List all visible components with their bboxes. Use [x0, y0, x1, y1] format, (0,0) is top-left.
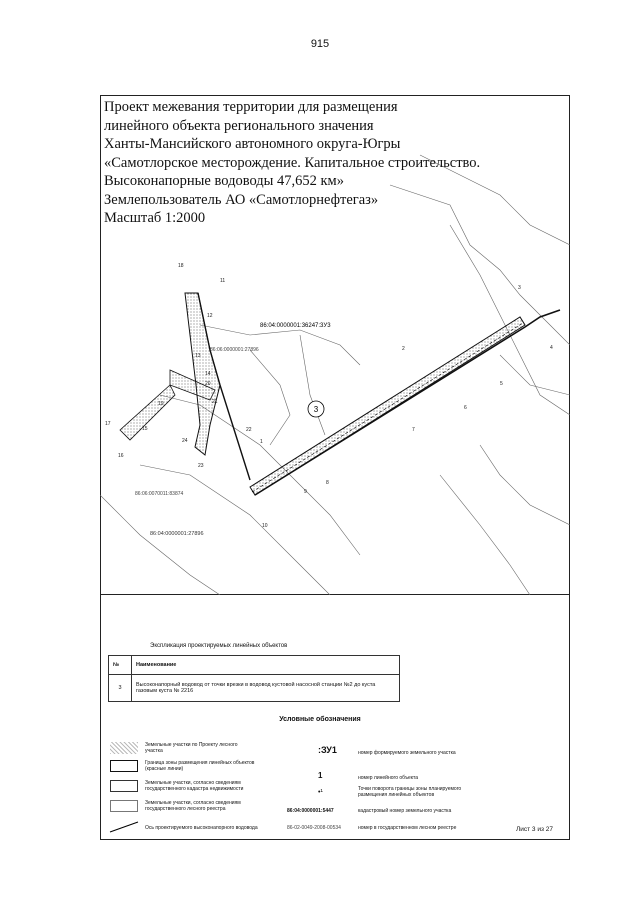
legend-swatch-dotted: [110, 742, 138, 754]
svg-text:1: 1: [260, 439, 263, 445]
svg-text:12: 12: [207, 313, 213, 319]
legend-title: Условные обозначения: [279, 716, 361, 723]
legend-code: •¹: [318, 789, 323, 796]
svg-text:18: 18: [178, 263, 184, 269]
legend-swatch-gkn: [110, 780, 138, 792]
parcel-label: 86:06:0000001:27896: [210, 347, 259, 353]
legend-code: 1: [318, 771, 323, 780]
legend-item: Земельные участки, согласно сведениям государственного кадастра недвижимости: [145, 780, 244, 792]
legend-code: :ЗУ1: [318, 745, 337, 755]
title-line: Высоконапорные водоводы 47,652 км»: [104, 173, 344, 189]
legend-swatch-forest: [110, 800, 138, 812]
legend-code: 86:04:0000001:5447: [287, 808, 334, 814]
svg-text:15: 15: [142, 426, 148, 432]
title-line: линейного объекта регионального значения: [104, 117, 374, 134]
legend-swatch-axis: [108, 820, 140, 834]
explication-table: [108, 655, 400, 702]
legend-swatch-redline: [110, 760, 138, 772]
legend-code: 86-02-0049-2008-00534: [287, 825, 341, 831]
title-line: Землепользователь АО «Самотлорнефтегаз»: [104, 191, 379, 208]
col-header-name: Наименование: [132, 656, 400, 675]
legend-item: Ось проектируемого высоконапорного водовода: [145, 825, 258, 831]
svg-text:13: 13: [195, 353, 201, 359]
legend-desc: номер линейного объекта: [358, 775, 419, 781]
scale-line: Масштаб 1:2000: [104, 210, 206, 226]
svg-text:21: 21: [212, 399, 218, 405]
svg-text:9: 9: [304, 489, 307, 495]
parcel-label: 86:04:0000001:36247:3У3: [260, 323, 331, 329]
row-name: Высоконапорный водовод от точки врезки в водовод кустовой насосной станции №2 до куста газовым куста № 2216: [132, 675, 400, 702]
row-number: 3: [109, 675, 132, 702]
svg-text:2: 2: [402, 346, 405, 352]
parcel-label: 86:04:0000001:27896: [150, 531, 204, 537]
drawing-title: [104, 98, 480, 228]
svg-text:16: 16: [118, 453, 124, 459]
legend-desc: кадастровый номер земельного участка: [358, 808, 452, 814]
svg-text:8: 8: [326, 480, 329, 486]
table-row: [109, 675, 400, 702]
legend-desc: номер в государственном лесном реестре: [358, 825, 457, 831]
title-line: Проект межевания территории для размещения: [104, 99, 398, 115]
object-number: 3: [313, 405, 319, 414]
corridor-zone: [250, 317, 525, 495]
svg-text:19: 19: [158, 401, 164, 407]
svg-text:14: 14: [205, 371, 211, 377]
legend-item: Земельные участки, согласно сведениям государственного лесного реестра: [145, 800, 241, 812]
svg-text:5: 5: [500, 381, 503, 387]
svg-text:23: 23: [198, 463, 204, 469]
svg-text:24: 24: [182, 438, 188, 444]
legend-item: Граница зоны размещения линейных объектов (красные линии): [145, 760, 255, 772]
legend-item: Земельные участки по Проекту лесного участка: [145, 742, 238, 754]
title-line: Ханты-Мансийского автономного округа-Югры: [104, 136, 401, 152]
svg-text:10: 10: [262, 523, 268, 529]
svg-text:6: 6: [464, 405, 467, 411]
svg-text:7: 7: [412, 427, 415, 433]
title-line: «Самотлорское месторождение. Капитальное строительство.: [104, 154, 481, 171]
svg-text:20: 20: [205, 381, 211, 387]
explication-title: Экспликация проектируемых линейных объектов: [150, 643, 288, 649]
sheet-number: Лист 3 из 27: [516, 826, 553, 833]
svg-text:11: 11: [220, 278, 226, 284]
parcel-label: 86:06:0070011:83874: [135, 491, 184, 497]
svg-text:22: 22: [246, 427, 252, 433]
col-header-number: №: [109, 656, 132, 675]
legend-desc: номер формируемого земельного участка: [358, 750, 456, 756]
page-number: 915: [310, 38, 330, 50]
svg-text:3: 3: [518, 285, 521, 291]
svg-text:17: 17: [105, 421, 111, 427]
legend-desc: Точки поворота границы зоны планируемого размещения линейных объектов: [358, 786, 462, 798]
svg-text:4: 4: [550, 345, 553, 351]
